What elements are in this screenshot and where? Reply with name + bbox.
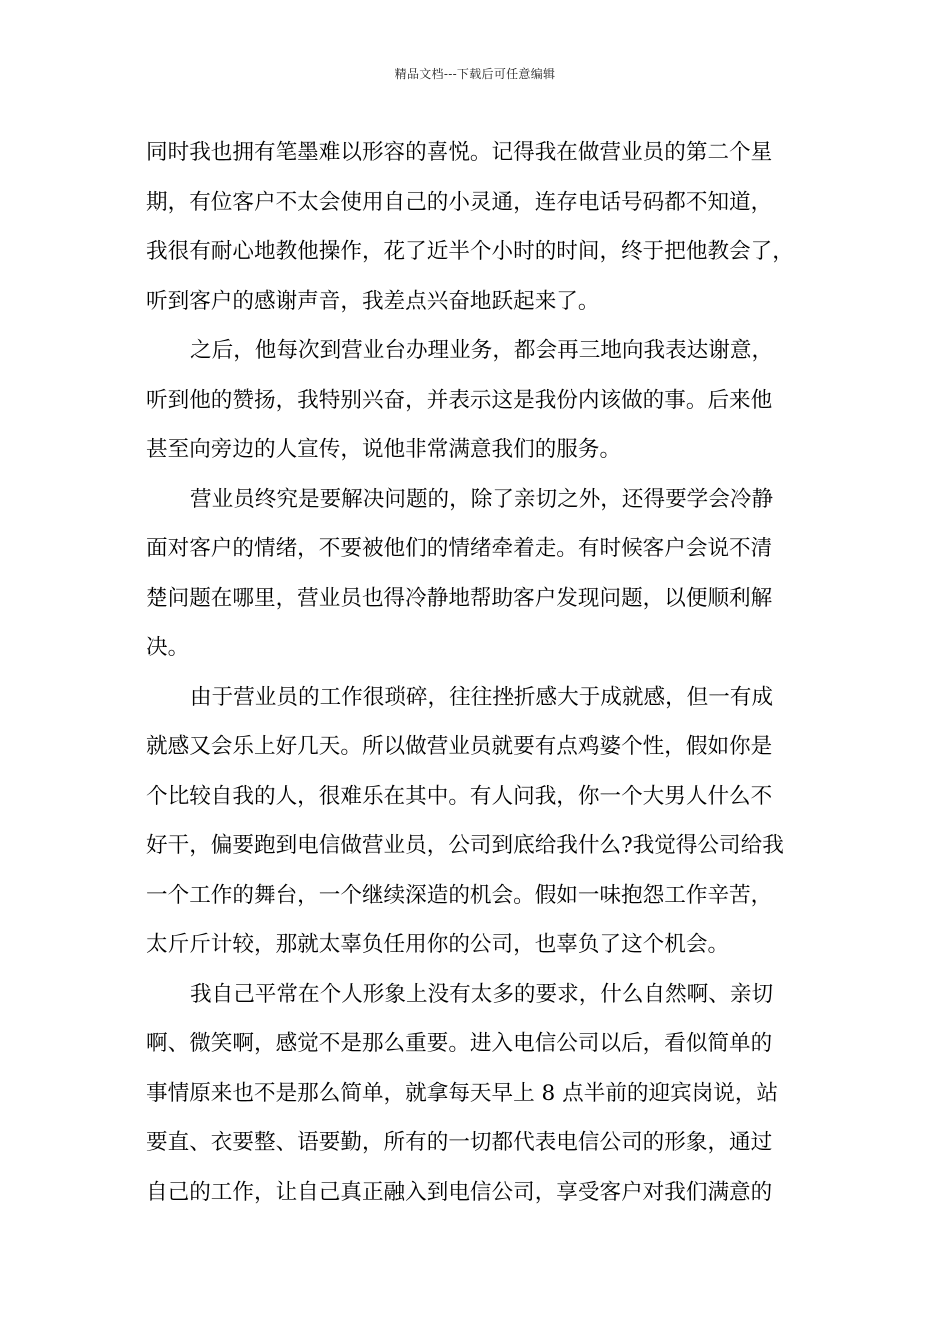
text-line: 太斤斤计较，那就太辜负任用你的公司，也辜负了这个机会。 (146, 932, 730, 957)
paragraph-first-line: 营业员终究是要解决问题的，除了亲切之外，还得要学会冷静 (190, 486, 774, 512)
text-line: 甚至向旁边的人宣传，说他非常满意我们的服务。 (146, 437, 622, 462)
page-header: 精品文档---下载后可任意编辑 (394, 67, 556, 81)
text-line: 自己的工作，让自己真正融入到电信公司，享受客户对我们满意的 (146, 1179, 773, 1205)
document-body (146, 128, 826, 1217)
text-line: 决。 (146, 635, 190, 660)
text-line: 同时我也拥有笔墨难以形容的喜悦。记得我在做营业员的第二个星 (146, 140, 773, 165)
text-line: 我很有耐心地教他操作，花了近半个小时的时间，终于把他教会了， (146, 239, 794, 264)
text-line: 期，有位客户不太会使用自己的小灵通，连存电话号码都不知道， (146, 189, 773, 215)
text-line: 听到客户的感谢声音，我差点兴奋地跃起来了。 (146, 288, 600, 314)
paragraph-first-line: 由于营业员的工作很琐碎，往往挫折感大于成就感，但一有成 (190, 684, 774, 710)
text-line: 个比较自我的人，很难乐在其中。有人问我，你一个大男人什么不 (146, 783, 773, 809)
text-line: 要直、衣要整、语要勤，所有的一切都代表电信公司的形象，通过 (146, 1130, 773, 1155)
text-line: 好干，偏要跑到电信做营业员，公司到底给我什么?我觉得公司给我 (146, 833, 784, 858)
text-line: 啊、微笑啊，感觉不是那么重要。进入电信公司以后，看似简单的 (146, 1031, 773, 1056)
text-line: 一个工作的舞台，一个继续深造的机会。假如一味抱怨工作辛苦， (146, 882, 773, 908)
text-line: 事情原来也不是那么简单，就拿每天早上 8 点半前的迎宾岗说，站 (146, 1080, 779, 1106)
paragraph-first-line: 之后，他每次到营业台办理业务，都会再三地向我表达谢意， (190, 338, 774, 363)
text-line: 楚问题在哪里，营业员也得冷静地帮助客户发现问题，以便顺利解 (146, 585, 773, 611)
paragraph-first-line: 我自己平常在个人形象上没有太多的要求，什么自然啊、亲切 (190, 981, 774, 1007)
text-line: 听到他的赞扬，我特别兴奋，并表示这是我份内该做的事。后来他 (146, 387, 773, 413)
text-line: 就感又会乐上好几天。所以做营业员就要有点鸡婆个性，假如你是 (146, 734, 773, 759)
text-line: 面对客户的情绪，不要被他们的情绪牵着走。有时候客户会说不清 (146, 536, 773, 561)
